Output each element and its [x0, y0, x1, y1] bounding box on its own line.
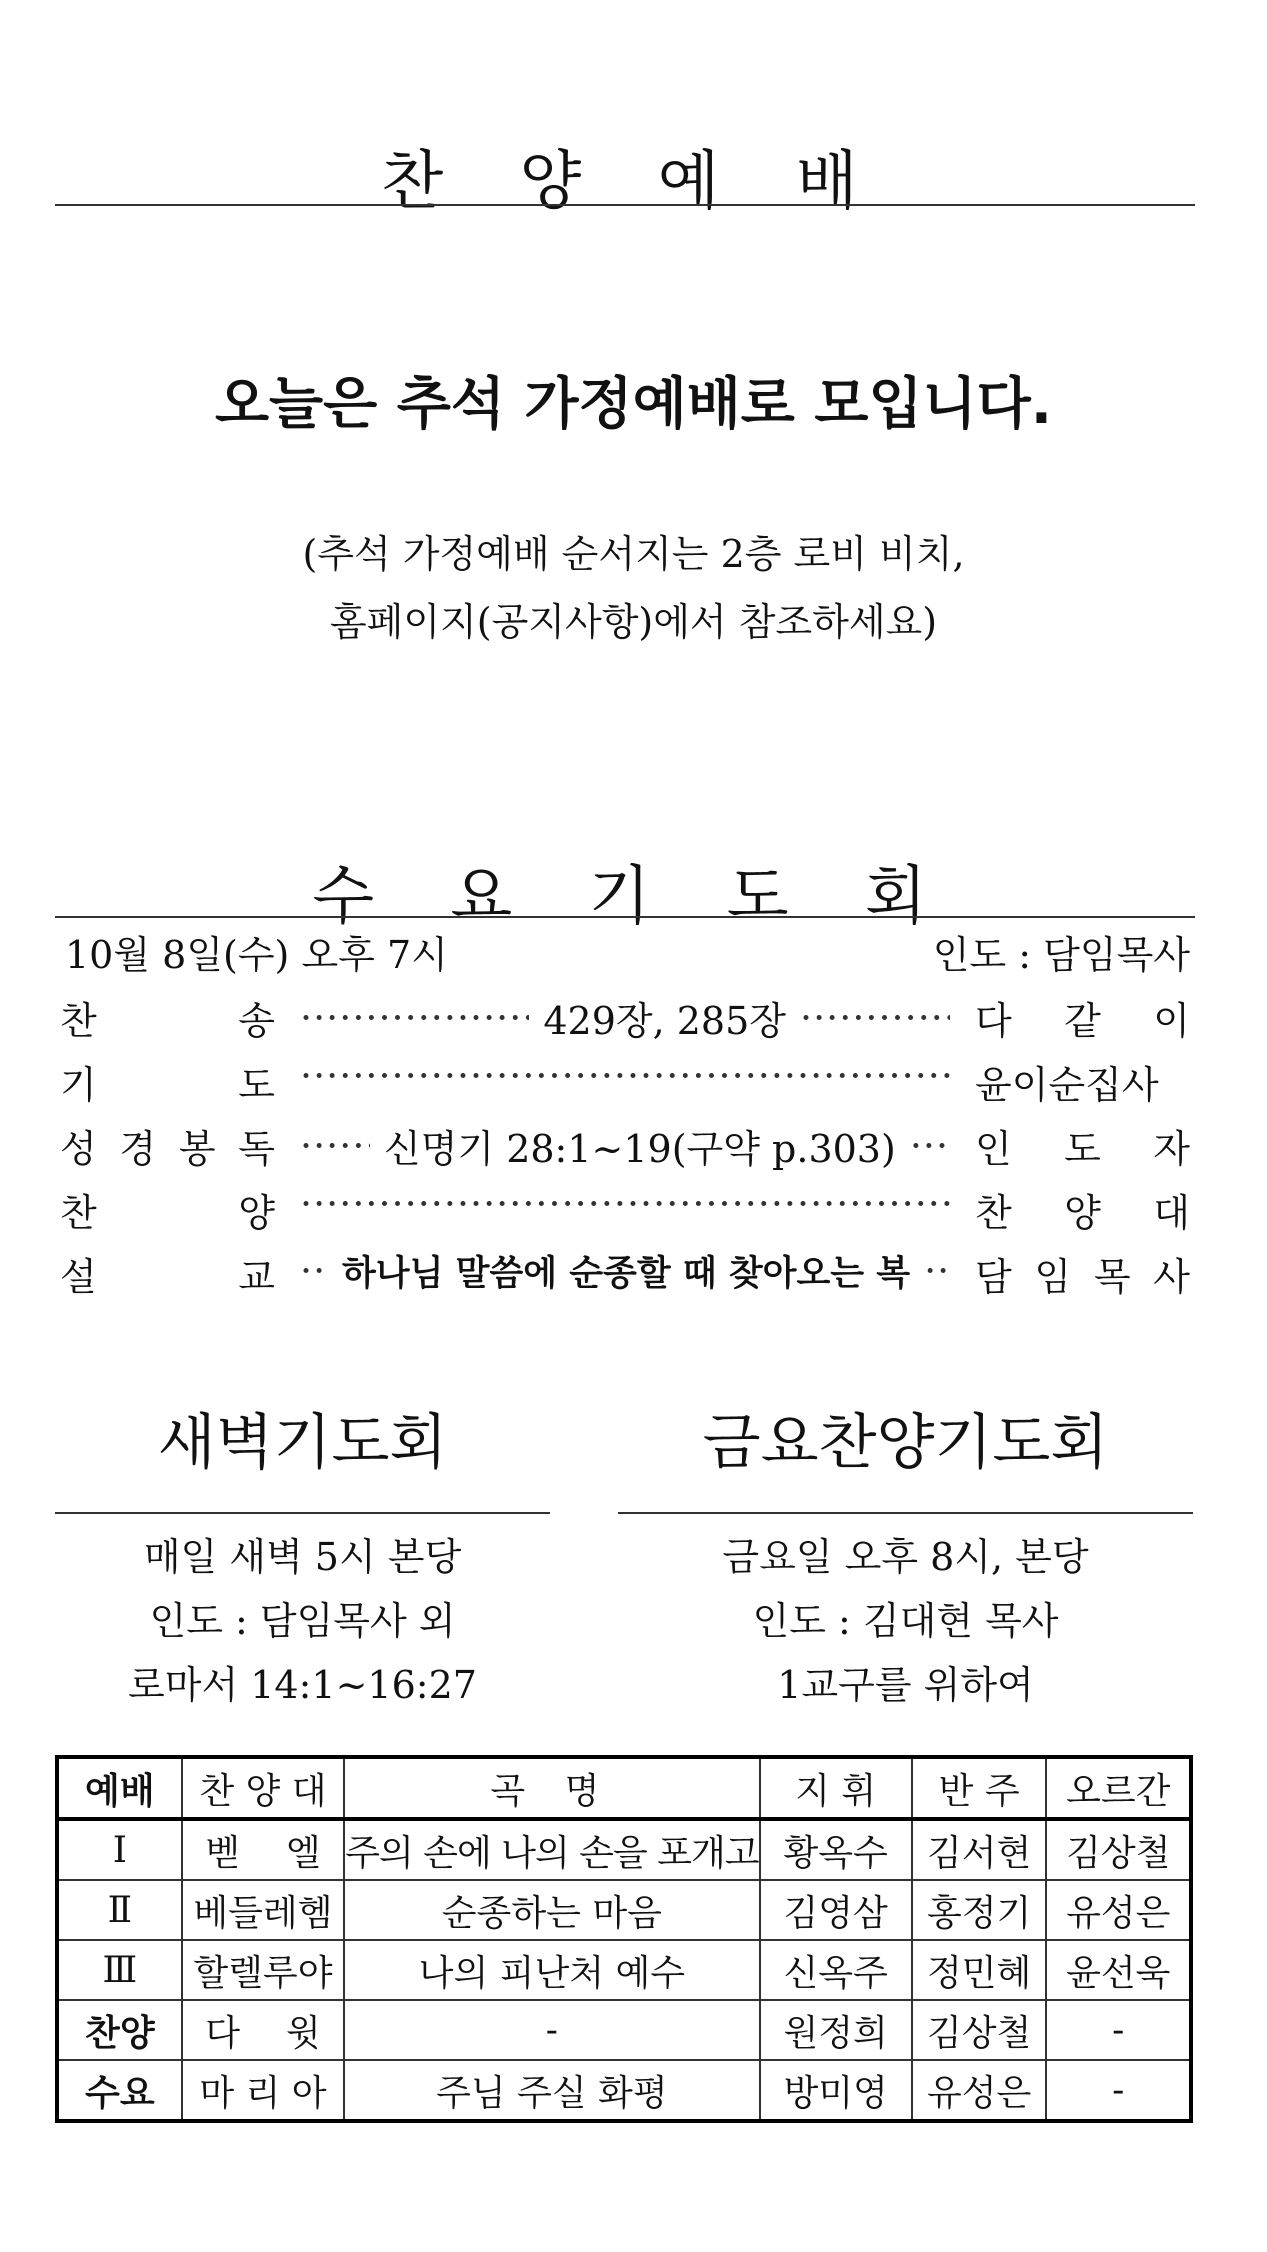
friday-leader: 인도 : 김대현 목사: [752, 1599, 1059, 1643]
conductor-cell: 김영삼: [760, 1880, 912, 1940]
dawn-leader: 인도 : 담임목사 외: [149, 1599, 456, 1643]
service-cell: Ⅲ: [57, 1940, 182, 2000]
service-cell: 찬양: [57, 2000, 182, 2060]
wednesday-leader: 인도 : 담임목사: [932, 933, 1190, 977]
accompanist-cell: 김서현: [912, 1819, 1047, 1880]
program-content: [300, 1118, 950, 1173]
sermon-title: 하나님 말씀에 순종할 때 찾아오는 복: [342, 1254, 911, 1294]
note-line-2: 홈페이지(공지사항)에서 참조하세요): [329, 600, 938, 644]
program-performer: 윤이순집사: [975, 1063, 1159, 1107]
organ-cell: -: [1046, 2000, 1191, 2060]
program-content: [300, 1054, 950, 1098]
table-row: [57, 2060, 1191, 2121]
song-cell: -: [344, 2000, 759, 2060]
friday-time: 금요일 오후 8시, 본당: [722, 1535, 1089, 1579]
dawn-prayer-details: [55, 1525, 550, 1717]
choir-cell: 할렐루야: [182, 1940, 345, 2000]
choir-cell: 베들레헴: [182, 1880, 345, 1940]
choir-cell: 다 윗: [182, 2000, 345, 2060]
program-label: 찬 양: [60, 1191, 275, 1235]
accompanist-cell: 김상철: [912, 2000, 1047, 2060]
accompanist-cell: 정민혜: [912, 1940, 1047, 2000]
conductor-cell: 원정희: [760, 2000, 912, 2060]
program-row: [60, 1118, 1190, 1174]
friday-purpose: 1교구를 위하여: [777, 1663, 1034, 1707]
col-header-accompanist: 반 주: [912, 1757, 1047, 1819]
praise-service-title: 찬 양 예 배: [381, 145, 886, 219]
col-header-song: 곡 명: [344, 1757, 759, 1819]
program-content: [300, 990, 950, 1045]
note-line-1: (추석 가정예배 순서지는 2층 로비 비치,: [302, 532, 965, 576]
program-content: [300, 1182, 950, 1226]
choir-cell: 마 리 아: [182, 2060, 345, 2121]
conductor-cell: 신옥주: [760, 1940, 912, 2000]
program-label: 기 도: [60, 1063, 275, 1107]
program-row: [60, 1182, 1190, 1238]
service-cell: 수요: [57, 2060, 182, 2121]
col-header-service: 예배: [57, 1757, 182, 1819]
dawn-divider: [55, 1512, 550, 1514]
song-cell: 나의 피난처 예수: [344, 1940, 759, 2000]
program-performer: 담 임 목 사: [975, 1255, 1190, 1299]
table-row: [57, 2000, 1191, 2060]
program-performer: 찬 양 대: [975, 1191, 1190, 1235]
program-row: [60, 1246, 1190, 1302]
accompanist-cell: 홍정기: [912, 1880, 1047, 1940]
dawn-prayer-title: 새벽기도회: [157, 1408, 448, 1478]
col-header-conductor: 지 휘: [760, 1757, 912, 1819]
program-row: [60, 990, 1190, 1046]
title-divider: [55, 204, 1195, 206]
conductor-cell: 황옥수: [760, 1819, 912, 1880]
song-cell: 주님 주실 화평: [344, 2060, 759, 2121]
organ-cell: -: [1046, 2060, 1191, 2121]
organ-cell: 김상철: [1046, 1819, 1191, 1880]
friday-prayer-details: [618, 1525, 1193, 1717]
table-header-row: [57, 1757, 1191, 1819]
service-cell: Ⅱ: [57, 1880, 182, 1940]
friday-prayer-title: 금요찬양기도회: [702, 1408, 1109, 1478]
accompanist-cell: 유성은: [912, 2060, 1047, 2121]
hymn-numbers: 429장, 285장: [543, 999, 786, 1043]
wednesday-title: 수 요 기 도 회: [312, 860, 955, 934]
announcement-heading: 오늘은 추석 가정예배로 모입니다.: [214, 372, 1053, 437]
choir-schedule-table: [55, 1755, 1193, 2123]
announcement-note: [0, 520, 1267, 656]
col-header-choir: 찬 양 대: [182, 1757, 345, 1819]
program-label: 설 교: [60, 1255, 275, 1299]
dawn-time: 매일 새벽 5시 본당: [143, 1535, 462, 1579]
col-header-organ: 오르간: [1046, 1757, 1191, 1819]
program-label: 찬 송: [60, 999, 275, 1043]
program-row: [60, 1054, 1190, 1110]
wednesday-divider: [55, 916, 1195, 918]
scripture-reading: 신명기 28:1~19(구약 p.303): [384, 1127, 896, 1171]
program-label: 성 경 봉 독: [60, 1127, 275, 1171]
wednesday-info-row: [60, 924, 1190, 980]
service-cell: Ⅰ: [57, 1819, 182, 1880]
program-content: [300, 1246, 950, 1296]
organ-cell: 유성은: [1046, 1880, 1191, 1940]
dawn-scripture: 로마서 14:1~16:27: [128, 1663, 477, 1707]
song-cell: 순종하는 마음: [344, 1880, 759, 1940]
wednesday-datetime: 10월 8일(수) 오후 7시: [65, 933, 448, 977]
choir-cell: 벧 엘: [182, 1819, 345, 1880]
table-row: [57, 1819, 1191, 1880]
table-row: [57, 1940, 1191, 2000]
song-cell: 주의 손에 나의 손을 포개고: [344, 1819, 759, 1880]
table-row: [57, 1880, 1191, 1940]
program-performer: 다 같 이: [975, 999, 1190, 1043]
program-performer: 인 도 자: [975, 1127, 1190, 1171]
organ-cell: 윤선욱: [1046, 1940, 1191, 2000]
friday-divider: [618, 1512, 1193, 1514]
conductor-cell: 방미영: [760, 2060, 912, 2121]
